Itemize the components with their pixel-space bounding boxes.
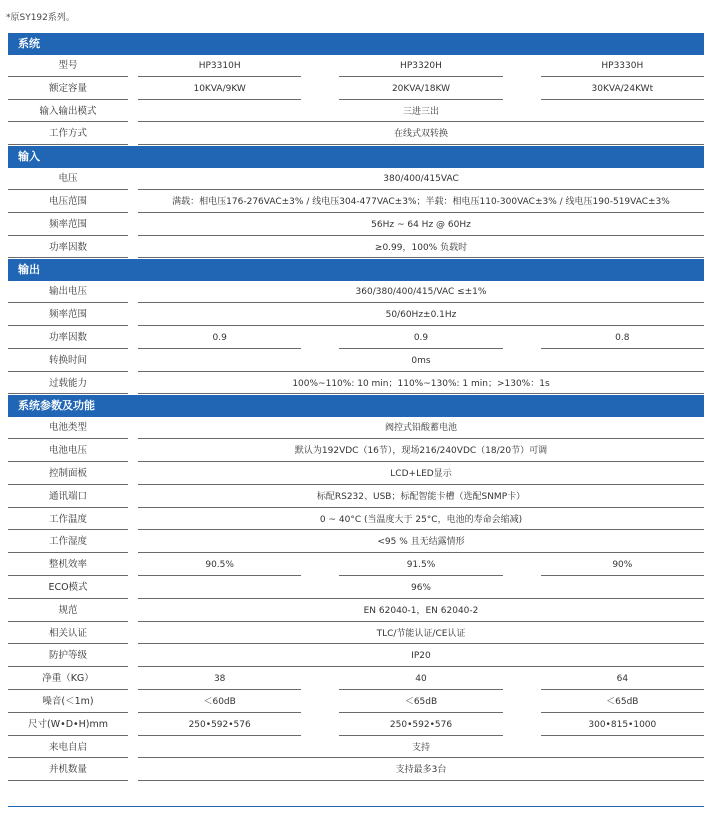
spec-table bbox=[8, 33, 704, 782]
spec-values bbox=[138, 554, 704, 577]
spec-value: 默认为192VDC（16节），现场216/240VDC（18/20节）可调 bbox=[138, 440, 704, 463]
spec-value: ＜60dB bbox=[138, 691, 301, 714]
spec-label: 型号 bbox=[8, 55, 128, 78]
spec-value: 10KVA/9KW bbox=[138, 78, 301, 101]
spec-label: 电池电压 bbox=[8, 440, 128, 463]
spec-value: 380/400/415VAC bbox=[138, 168, 704, 191]
spec-row bbox=[8, 78, 704, 101]
spec-row bbox=[8, 281, 704, 304]
spec-values bbox=[138, 577, 704, 600]
spec-row bbox=[8, 645, 704, 668]
spec-value: 300•815•1000 bbox=[541, 714, 704, 737]
spec-label: 净重（KG） bbox=[8, 668, 128, 691]
spec-value: HP3310H bbox=[138, 55, 301, 78]
spec-row bbox=[8, 554, 704, 577]
spec-value: 56Hz ~ 64 Hz @ 60Hz bbox=[138, 214, 704, 237]
spec-label: 过载能力 bbox=[8, 373, 128, 396]
spec-values bbox=[138, 668, 704, 691]
spec-values bbox=[138, 304, 704, 327]
section-header: 系统参数及功能 bbox=[8, 395, 704, 417]
spec-row bbox=[8, 463, 704, 486]
spec-values bbox=[138, 714, 704, 737]
spec-label: 功率因数 bbox=[8, 237, 128, 260]
spec-value: ＜65dB bbox=[339, 691, 502, 714]
spec-value: 标配RS232、USB；标配智能卡槽（选配SNMP卡） bbox=[138, 486, 704, 509]
spec-row bbox=[8, 168, 704, 191]
section-header: 输出 bbox=[8, 259, 704, 281]
spec-value: 0.9 bbox=[138, 327, 301, 350]
spec-label: 噪音(＜1m) bbox=[8, 691, 128, 714]
spec-values bbox=[138, 123, 704, 146]
footnote: *原SY192系列。 bbox=[6, 13, 75, 23]
spec-value: 64 bbox=[541, 668, 704, 691]
spec-value: 30KVA/24KWt bbox=[541, 78, 704, 101]
spec-row bbox=[8, 304, 704, 327]
spec-value: 支持最多3台 bbox=[138, 759, 704, 782]
spec-values bbox=[138, 327, 704, 350]
spec-label: 电压 bbox=[8, 168, 128, 191]
spec-value: HP3320H bbox=[339, 55, 502, 78]
spec-values bbox=[138, 55, 704, 78]
spec-row bbox=[8, 486, 704, 509]
spec-values bbox=[138, 373, 704, 396]
spec-value: 96% bbox=[138, 577, 704, 600]
spec-values bbox=[138, 486, 704, 509]
spec-values bbox=[138, 645, 704, 668]
spec-value: EN 62040-1，EN 62040-2 bbox=[138, 600, 704, 623]
spec-label: 相关认证 bbox=[8, 623, 128, 646]
spec-value: <95 % 且无结露情形 bbox=[138, 531, 704, 554]
spec-label: 转换时间 bbox=[8, 350, 128, 373]
spec-row bbox=[8, 214, 704, 237]
spec-label: 输出电压 bbox=[8, 281, 128, 304]
spec-values bbox=[138, 350, 704, 373]
spec-values bbox=[138, 531, 704, 554]
spec-label: 控制面板 bbox=[8, 463, 128, 486]
spec-value: 38 bbox=[138, 668, 301, 691]
spec-values bbox=[138, 78, 704, 101]
spec-row bbox=[8, 577, 704, 600]
spec-label: 并机数量 bbox=[8, 759, 128, 782]
spec-label: 频率范围 bbox=[8, 304, 128, 327]
spec-label: 整机效率 bbox=[8, 554, 128, 577]
spec-label: 尺寸(W•D•H)mm bbox=[8, 714, 128, 737]
spec-value: ＜65dB bbox=[541, 691, 704, 714]
spec-value: 250•592•576 bbox=[138, 714, 301, 737]
spec-row bbox=[8, 101, 704, 124]
spec-row bbox=[8, 417, 704, 440]
spec-label: 通讯端口 bbox=[8, 486, 128, 509]
spec-label: 规范 bbox=[8, 600, 128, 623]
spec-values bbox=[138, 509, 704, 532]
spec-value: 250•592•576 bbox=[339, 714, 502, 737]
spec-row bbox=[8, 55, 704, 78]
spec-values bbox=[138, 600, 704, 623]
spec-values bbox=[138, 759, 704, 782]
spec-row bbox=[8, 668, 704, 691]
spec-label: ECO模式 bbox=[8, 577, 128, 600]
spec-values bbox=[138, 281, 704, 304]
spec-value: 91.5% bbox=[339, 554, 502, 577]
spec-value: 满载：相电压176-276VAC±3% / 线电压304-477VAC±3%；半载：相电压110-300VAC±3% / 线电压190-519VAC±3% bbox=[138, 191, 704, 214]
spec-row bbox=[8, 440, 704, 463]
spec-values bbox=[138, 623, 704, 646]
spec-value: 90% bbox=[541, 554, 704, 577]
spec-value: 360/380/400/415/VAC ≤±1% bbox=[138, 281, 704, 304]
spec-row bbox=[8, 373, 704, 396]
spec-values bbox=[138, 463, 704, 486]
spec-label: 额定容量 bbox=[8, 78, 128, 101]
spec-value: 0ms bbox=[138, 350, 704, 373]
spec-row bbox=[8, 509, 704, 532]
spec-value: TLC/节能认证/CE认证 bbox=[138, 623, 704, 646]
spec-values bbox=[138, 440, 704, 463]
spec-values bbox=[138, 168, 704, 191]
spec-row bbox=[8, 623, 704, 646]
spec-row bbox=[8, 350, 704, 373]
spec-value: LCD+LED显示 bbox=[138, 463, 704, 486]
spec-value: 20KVA/18KW bbox=[339, 78, 502, 101]
spec-value: IP20 bbox=[138, 645, 704, 668]
spec-values bbox=[138, 214, 704, 237]
spec-label: 防护等级 bbox=[8, 645, 128, 668]
spec-value: 100%~110%: 10 min；110%~130%: 1 min；>130%：1s bbox=[138, 373, 704, 396]
spec-value: 0.8 bbox=[541, 327, 704, 350]
spec-row bbox=[8, 759, 704, 782]
spec-row bbox=[8, 191, 704, 214]
spec-row bbox=[8, 237, 704, 260]
spec-label: 功率因数 bbox=[8, 327, 128, 350]
spec-values bbox=[138, 417, 704, 440]
spec-value: 0 ~ 40°C (当温度大于 25°C，电池的寿命会缩减) bbox=[138, 509, 704, 532]
section-header: 输入 bbox=[8, 146, 704, 168]
spec-values bbox=[138, 691, 704, 714]
spec-label: 输入输出模式 bbox=[8, 101, 128, 124]
spec-label: 来电自启 bbox=[8, 737, 128, 760]
spec-label: 电池类型 bbox=[8, 417, 128, 440]
spec-values bbox=[138, 101, 704, 124]
footer-divider bbox=[8, 806, 704, 807]
spec-value: 40 bbox=[339, 668, 502, 691]
spec-values bbox=[138, 237, 704, 260]
section-header: 系统 bbox=[8, 33, 704, 55]
spec-row bbox=[8, 737, 704, 760]
spec-row bbox=[8, 327, 704, 350]
spec-label: 工作方式 bbox=[8, 123, 128, 146]
spec-row bbox=[8, 531, 704, 554]
spec-label: 频率范围 bbox=[8, 214, 128, 237]
spec-row bbox=[8, 123, 704, 146]
spec-row bbox=[8, 691, 704, 714]
spec-value: 90.5% bbox=[138, 554, 301, 577]
spec-value: 在线式双转换 bbox=[138, 123, 704, 146]
spec-value: ≥0.99，100% 负载时 bbox=[138, 237, 704, 260]
spec-value: 阀控式铅酸蓄电池 bbox=[138, 417, 704, 440]
spec-label: 工作温度 bbox=[8, 509, 128, 532]
spec-value: HP3330H bbox=[541, 55, 704, 78]
spec-values bbox=[138, 191, 704, 214]
spec-value: 支持 bbox=[138, 737, 704, 760]
spec-label: 工作湿度 bbox=[8, 531, 128, 554]
spec-row bbox=[8, 600, 704, 623]
spec-value: 0.9 bbox=[339, 327, 502, 350]
spec-label: 电压范围 bbox=[8, 191, 128, 214]
spec-value: 三进三出 bbox=[138, 101, 704, 124]
spec-row bbox=[8, 714, 704, 737]
spec-value: 50/60Hz±0.1Hz bbox=[138, 304, 704, 327]
spec-values bbox=[138, 737, 704, 760]
